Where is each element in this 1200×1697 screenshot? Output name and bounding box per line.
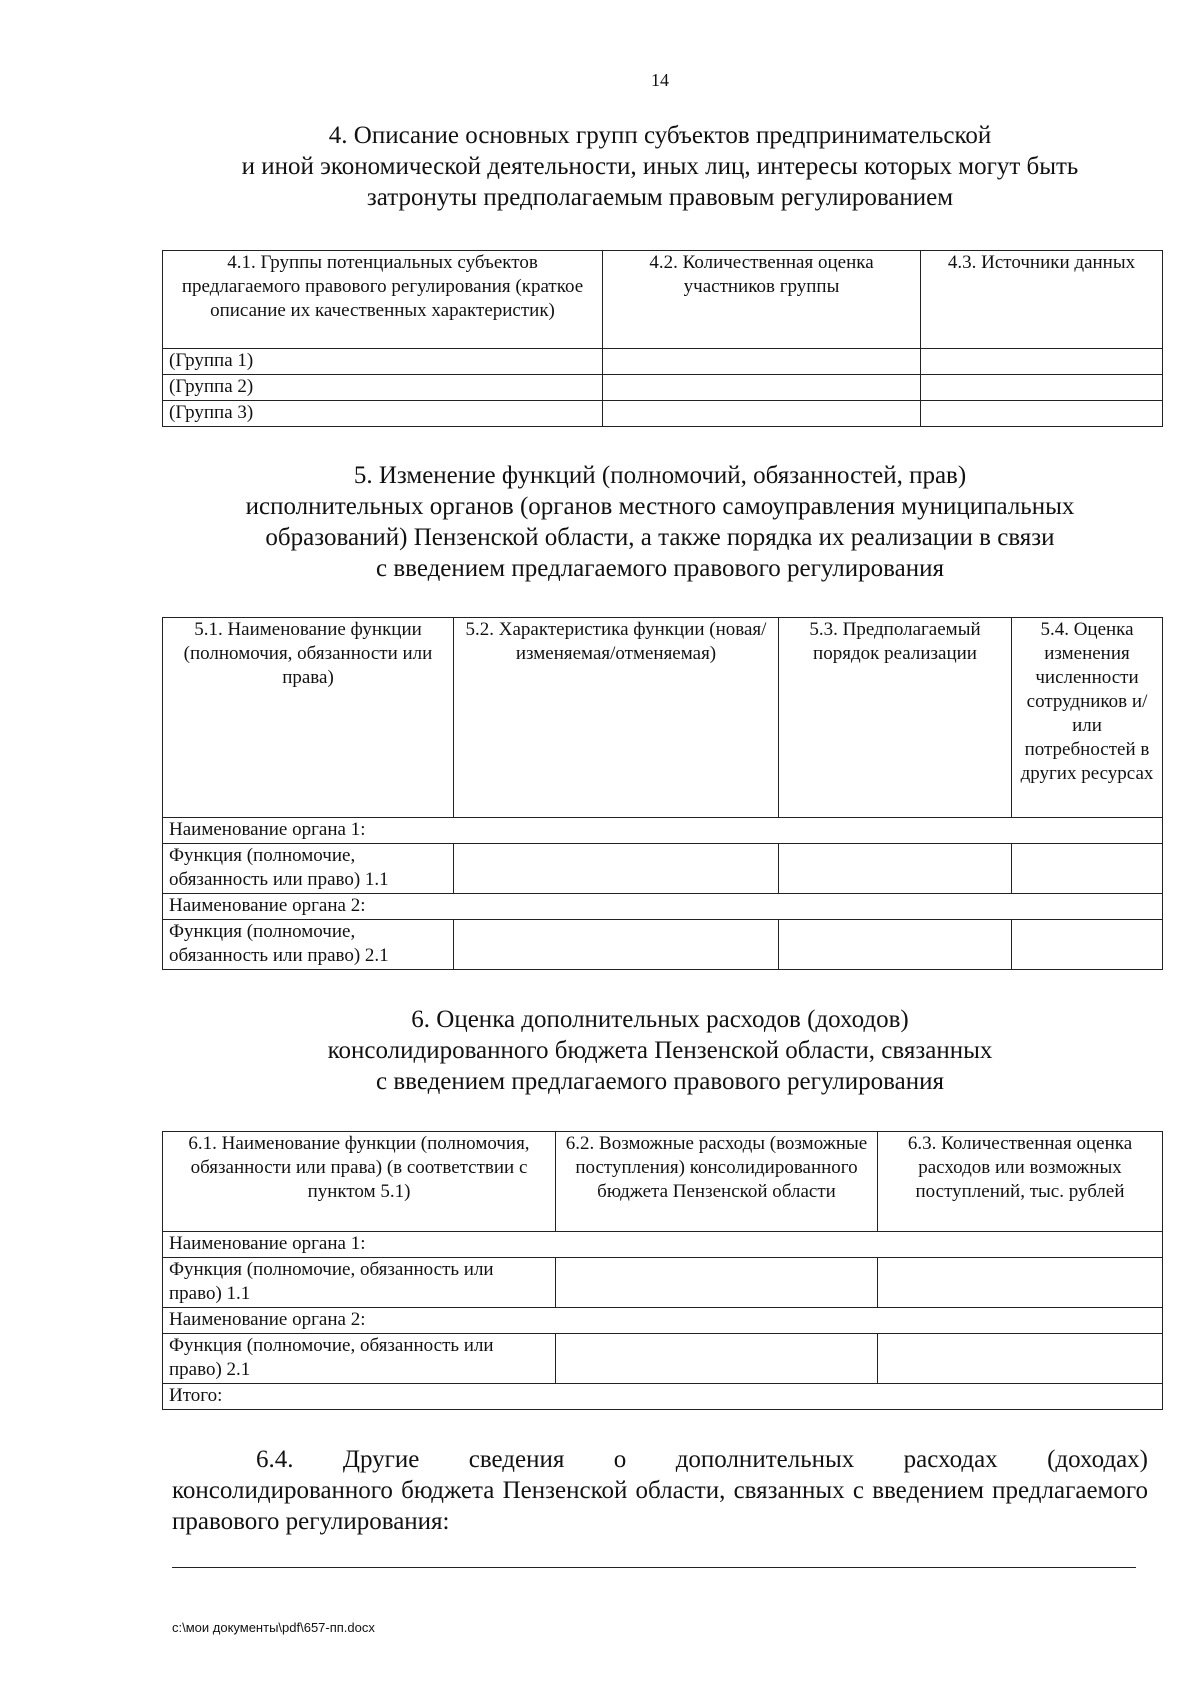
table-header-cell: 6.3. Количественная оценка расходов или возможных поступлений, тыс. рублей [878,1132,1163,1232]
organ-row: Наименование органа 1: [163,1232,1163,1258]
section-4-table [162,250,1163,427]
page-number: 14 [651,70,669,90]
heading-line: и иной экономической деятельности, иных лиц, интересы которых могут быть [241,153,1079,180]
table-cell [779,920,1012,970]
heading-line: исполнительных органов (органов местного самоуправления муниципальных [245,493,1075,520]
table-header-cell: 4.3. Источники данных [921,251,1163,349]
table-header-cell: 5.3. Предполагаемый порядок реализации [779,618,1012,818]
table-cell [921,349,1163,375]
heading-line: консолидированного бюджета Пензенской области, связанных [327,1037,993,1064]
table-cell [556,1258,878,1308]
table-header-cell: 5.1. Наименование функции (полномочия, обязанности или права) [163,618,454,818]
table-cell [878,1334,1163,1384]
table-cell: (Группа 3) [163,401,603,427]
file-path-footer: c:\мои документы\pdf\657-пп.docx [172,1620,375,1635]
function-cell: Функция (полномочие, обязанность или право) 1.1 [163,844,454,894]
heading-line: затронуты предполагаемым правовым регулированием [366,184,954,211]
table-cell: (Группа 1) [163,349,603,375]
organ-row: Наименование органа 2: [163,894,1163,920]
answer-line [172,1567,1136,1568]
heading-line: с введением предлагаемого правового регулирования [376,555,944,582]
table-cell [454,920,779,970]
table-header-cell: 5.2. Характеристика функции (новая/изменяемая/отменяемая) [454,618,779,818]
section-5-heading [160,460,1160,584]
total-row: Итого: [163,1384,1163,1410]
section-6-heading [160,1004,1160,1097]
heading-line: с введением предлагаемого правового регулирования [376,1068,944,1095]
table-cell [921,375,1163,401]
heading-line: 4. Описание основных групп субъектов предпринимательской [328,122,992,149]
heading-line: образований) Пензенской области, а также порядка их реализации в связи [265,524,1055,551]
paragraph-line: 6.4. Другие сведения о дополнительных расходах (доходах) [256,1446,1148,1473]
table-cell [878,1258,1163,1308]
table-cell: (Группа 2) [163,375,603,401]
table-cell [921,401,1163,427]
heading-line: 6. Оценка дополнительных расходов (доходов) [411,1006,909,1033]
section-4-heading [160,120,1160,213]
table-cell [603,375,921,401]
function-cell: Функция (полномочие, обязанность или право) 2.1 [163,920,454,970]
section-6-4-paragraph [172,1444,1148,1537]
table-cell [556,1334,878,1384]
table-cell [1012,920,1163,970]
organ-row: Наименование органа 1: [163,818,1163,844]
function-cell: Функция (полномочие, обязанность или право) 2.1 [163,1334,556,1384]
table-cell [603,349,921,375]
table-header-cell: 4.2. Количественная оценка участников группы [603,251,921,349]
table-cell [779,844,1012,894]
table-header-cell: 6.1. Наименование функции (полномочия, обязанности или права) (в соответствии с пунктом 5.1) [163,1132,556,1232]
organ-row: Наименование органа 2: [163,1308,1163,1334]
table-cell [454,844,779,894]
heading-line: 5. Изменение функций (полномочий, обязанностей, прав) [353,462,967,489]
paragraph-text: консолидированного бюджета Пензенской области, связанных с введением предлагаемого правового регулирования: [172,1477,1148,1535]
table-header-cell: 4.1. Группы потенциальных субъектов предлагаемого правового регулирования (краткое описание их качественных характеристик) [163,251,603,349]
section-5-table [162,617,1163,970]
function-cell: Функция (полномочие, обязанность или право) 1.1 [163,1258,556,1308]
section-6-table [162,1131,1163,1410]
table-cell [1012,844,1163,894]
table-header-cell: 6.2. Возможные расходы (возможные поступления) консолидированного бюджета Пензенской области [556,1132,878,1232]
table-cell [603,401,921,427]
table-header-cell: 5.4. Оценка изменения численности сотрудников и/или потребностей в других ресурсах [1012,618,1163,818]
